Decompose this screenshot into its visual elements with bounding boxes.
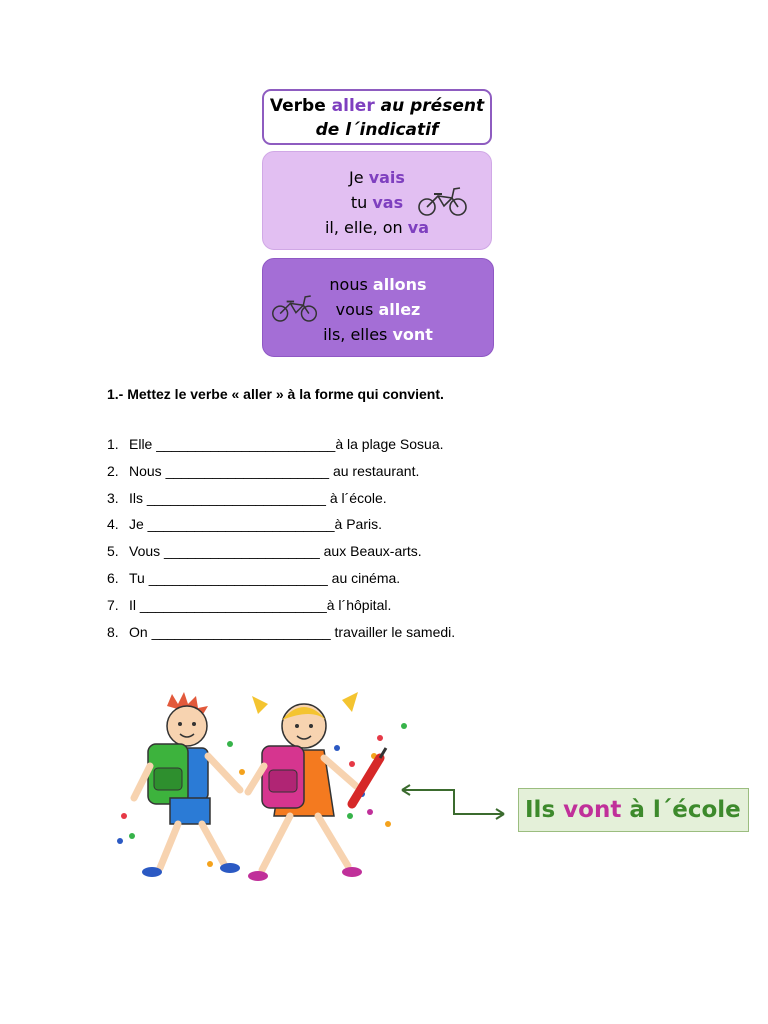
conj-row: Je vais [349, 168, 405, 187]
children-illustration [112, 686, 412, 896]
conj-row: il, elle, on va [324, 218, 430, 237]
exercise-instruction: 1.- Mettez le verbe « aller » à la forme qui convient. [107, 386, 444, 402]
bicycle-icon [270, 292, 320, 324]
list-item: 2. Nous _____________________ au restaurant. [107, 462, 420, 479]
list-item: 1. Elle _______________________à la plage Sosua. [107, 436, 444, 452]
list-item: 4. Je ________________________à Paris. [107, 516, 383, 533]
list-item: 8. On _______________________ travailler le samedi. [107, 623, 456, 640]
conj-row: nous allons [329, 275, 427, 294]
list-item: 3. Ils _______________________ à l´école. [107, 489, 387, 506]
list-item: 7. Il ________________________à l´hôpital. [107, 596, 392, 613]
title-card [262, 89, 492, 145]
list-item: 5. Vous ____________________ aux Beaux-arts. [107, 543, 422, 560]
title-line-1: Verbe aller au présent [269, 96, 485, 116]
exercise-list [107, 434, 455, 648]
conj-row: vous allez [335, 300, 421, 319]
girl-figure [248, 692, 386, 881]
bicycle-icon [416, 184, 470, 218]
double-arrow-icon [398, 780, 510, 824]
boy-figure [134, 692, 240, 877]
caption-box: Ils vont à l´école [518, 788, 749, 832]
conj-row: ils, elles vont [323, 325, 433, 344]
conj-row: tu vas [350, 193, 404, 212]
title-line-2: de l´indicatif [315, 120, 439, 140]
list-item: 6. Tu _______________________ au cinéma. [107, 569, 401, 586]
